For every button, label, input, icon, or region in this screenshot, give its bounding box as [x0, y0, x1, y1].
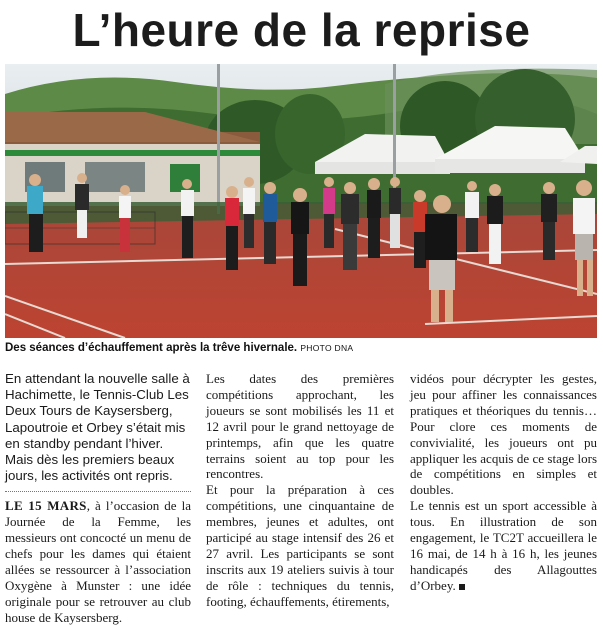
paragraph-4-text: Le tennis est un sport accessible à tous. En illustration de son engagement, le TC2T accueillera le 16 mai, de 14 h à 16 h, les jeunes handicapés des Allagouttes d’Orbey. — [410, 498, 597, 593]
dateline: LE 15 MARS — [5, 498, 87, 514]
headline: L’heure de la reprise — [72, 4, 531, 56]
article-column-1 — [5, 371, 191, 626]
article-paragraph-4 — [410, 498, 597, 593]
tennis-warmup-photo — [5, 64, 597, 338]
end-of-article-icon — [459, 584, 465, 590]
paragraph-1-text: , à l’occasion de la Journée de la Femme, les messieurs ont concocté un menu de chefs pour les dames qui étaient allées se ressourcer à l’association Oxygène à Munster : une idée originale pour se retrouver au club house de Kaysersberg. — [5, 498, 191, 625]
article-paragraph-3: Et pour la préparation à ces compétitions, une cinquantaine de membres, jeunes et adultes, ont participé au stage intensif des 26 et 27 avril. Les participants se sont inscrits aux 19 ateliers suivis à tour de rôle : techniques du tennis, footing, échauffements, étirements, — [206, 482, 394, 609]
photo-credit: PHOTO DNA — [300, 343, 354, 353]
photo-caption — [5, 341, 597, 355]
article-column-3 — [410, 371, 597, 594]
article-paragraph-2: Les dates des premières compétitions approchant, les joueurs se sont mobilisés les 11 et 12 avril pour le grand nettoyage de printemps, afin que les quatre terrains soient au top pour les rencontres. — [206, 371, 394, 482]
article-column-2 — [206, 371, 394, 610]
article-paragraph-1 — [5, 498, 191, 625]
article-paragraph-3-continued: vidéos pour décrypter les gestes, jeu pour affiner les connaissances pratiques et théoriques du tennis… Pour clore ces moments de convivialité, les joueurs ont pu appliquer les acquis de ce stage lors de compétitions en simples et doubles. — [410, 371, 597, 498]
caption-text: Des séances d’échauffement après la trêve hivernale. — [5, 342, 298, 354]
article-lead: En attendant la nouvelle salle à Hachimette, le Tennis-Club Les Deux Tours de Kaysersberg, Lapoutroie et Orbey s’était mis en standby pendant l’hiver. Mais dès les premiers beaux jours, les activités ont repris. — [5, 371, 190, 484]
lead-separator — [5, 491, 191, 492]
